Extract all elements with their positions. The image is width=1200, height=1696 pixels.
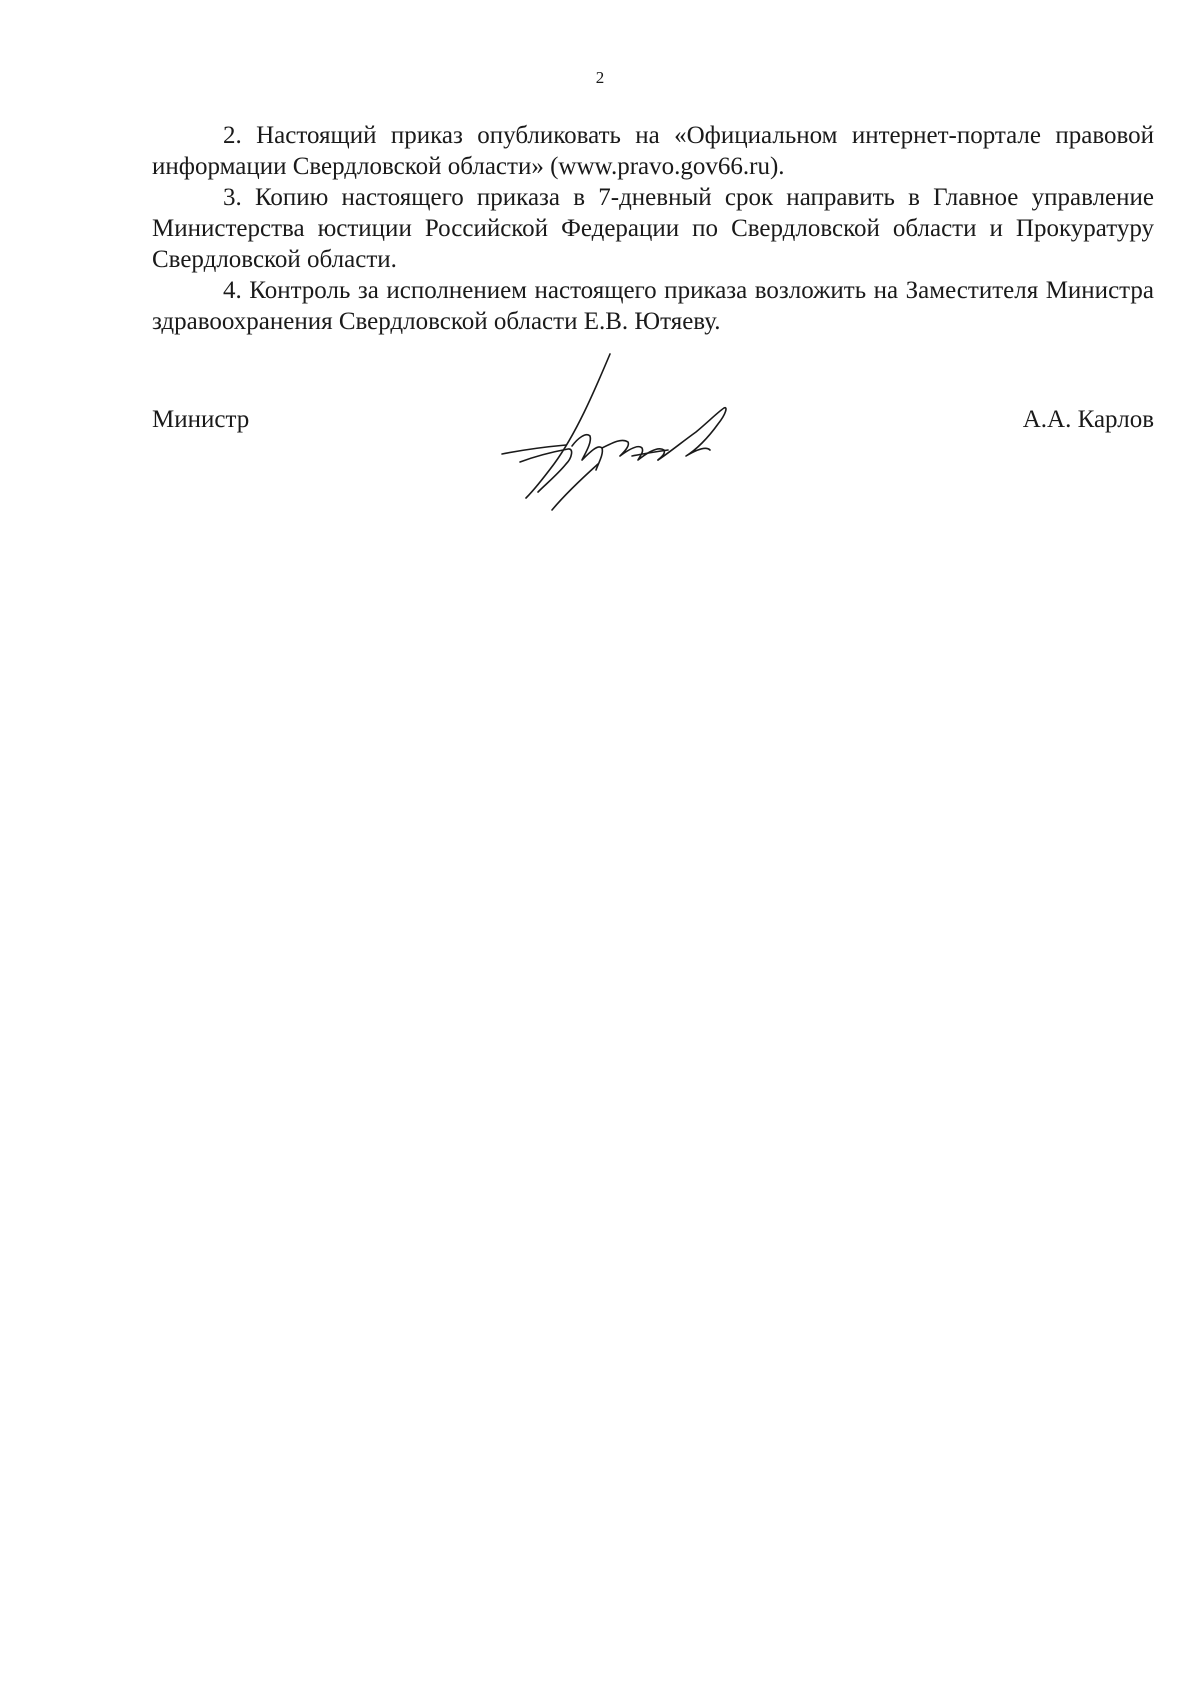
signature-block [152,392,1154,552]
paragraph-control: 4. Контроль за исполнением настоящего приказа возложить на Заместителя Министра здравоохранения Свердловской области Е.В. Ютяеву. [152,277,1154,335]
handwritten-signature [482,352,752,522]
page-number: 2 [595,68,605,87]
paragraph-copy-distribution: 3. Копию настоящего приказа в 7-дневный срок направить в Главное управление Министерства юстиции Российской Федерации по Свердловской области и Прокуратуру Свердловской области. [152,184,1154,273]
paragraph-publication: 2. Настоящий приказ опубликовать на «Официальном интернет-портале правовой информации Свердловской области» (www.pravo.gov66.ru). [152,122,1154,180]
signatory-title: Министр [152,406,250,433]
document-body [152,120,1154,337]
signatory-name: А.А. Карлов [1022,406,1154,433]
